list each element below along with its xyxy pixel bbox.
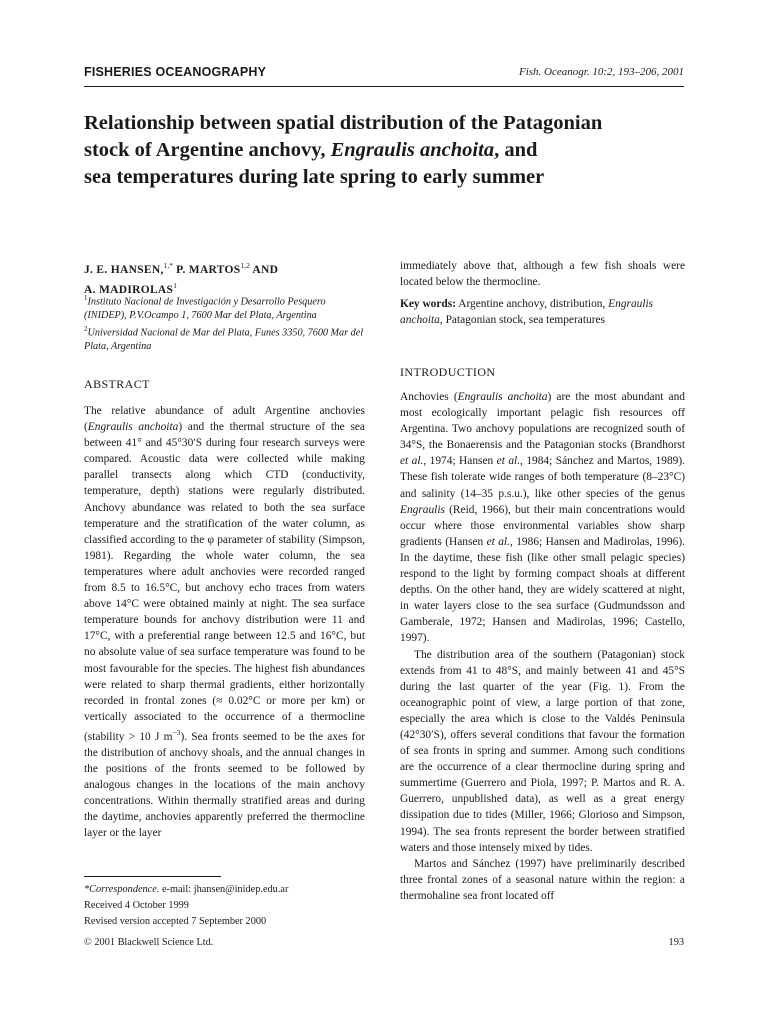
introduction-body: [400, 389, 685, 904]
intro-text: Anchovies (: [400, 391, 458, 403]
introduction-heading: INTRODUCTION: [400, 365, 496, 379]
intro-text: , 1974; Hansen: [423, 455, 497, 468]
title-text: , and: [494, 139, 538, 161]
page-number: 193: [668, 937, 684, 948]
title-line-1: Relationship between spatial distribution of the Patagonian: [84, 112, 603, 134]
abstract-text: The relative abundance of adult Argentine anchovies (: [84, 405, 365, 434]
keywords-text: Argentine anchovy, distribution,: [456, 298, 609, 310]
author-name: A. MADIROLAS: [84, 283, 174, 296]
intro-genus: Engraulis: [400, 503, 445, 516]
intro-text: , 1986; Hansen and Madirolas, 1996). In the daytime, these fish (like other small pelagic species) respond to the light by forming compact shoals at different depths. On the other hand, they are widely scattered at night, in water layers close to the sea surface (Gudmundsson and Gamberale, 1972; Hansen and Madirolas, 1996; Castello, 1997).: [400, 535, 685, 645]
title-line-2: [84, 137, 684, 164]
title-line-3: sea temperatures during late spring to early summer: [84, 166, 545, 188]
intro-paragraph-3: Martos and Sánchez (1997) have preliminarily described three frontal zones of a seasonal nature within the region: a thermohaline sea front located off: [400, 857, 685, 902]
intro-text: , 1984; Sánchez and Martos, 1989). These fish tolerate wide ranges of both temperature (8–23°C) and salinity (14–35 p.s.u.), like other species of the genus: [400, 455, 685, 500]
correspondence-label: *Correspondence.: [84, 884, 160, 895]
intro-etal: et al.: [486, 535, 510, 548]
keywords: [400, 296, 685, 328]
intro-text: (Reid, 1966), but their main concentrations would occur where those environmental variables show sharp gradients (Hansen: [400, 503, 685, 548]
article-title: [84, 110, 684, 191]
abstract-species: Engraulis anchoita: [87, 421, 179, 434]
journal-citation: Fish. Oceanogr. 10:2, 193–206, 2001: [519, 66, 684, 78]
affiliation-marker: 1: [84, 294, 88, 302]
title-species: Engraulis anchoita: [330, 139, 495, 161]
abstract-text: ) and the thermal structure of the sea between 41° and 45°30′S during four research surveys were compared. Acoustic data were collected while making parallel transects along which CTD (conductivity, temperature, depth) stations were regularly distributed. Anchovy abundance was related to both the sea surface temperature and the stratification of the water column, as classified according to the φ parameter of stability (Simpson, 1981). Regarding the whole water column, the sea temperatures where adult anchovies were recorded ranged from 8.5 to 16.5°C, but anchovy echo traces from waters above 14°C were obtained mainly at night. The sea surface temperature bounds for anchovy distribution were 11 and 17°C, with a preferential range between 12.5 and 16°C, but no absolute value of sea surface temperature was found to be most favourable for the species. The highest fish abundances were related to sharp thermal gradients, either horizontally recorded in frontal zones (≈ 0.02°C or more per km) or vertically associated to the occurrence of a thermocline (stability > 10 J m: [84, 421, 365, 743]
keywords-text: , Patagonian stock, sea temperatures: [439, 314, 605, 327]
abstract-body: [84, 403, 365, 841]
intro-paragraph-1: [400, 389, 685, 647]
abstract-continuation: immediately above that, although a few fish shoals were located below the thermocline.: [400, 260, 685, 289]
intro-text: ) are the most abundant and most ecologically important pelagic fish resources off Argentina. Two anchovy populations are recognized south of 34°S, the Bonaerensis and the Patagonian stocks (Brandhorst: [400, 391, 685, 452]
title-text: stock of Argentine anchovy,: [84, 139, 331, 161]
author-name: J. E. HANSEN,: [84, 263, 164, 276]
footnotes: [84, 882, 365, 930]
intro-etal: et al.: [400, 455, 424, 468]
affiliation-1: Instituto Nacional de Investigación y Desarrollo Pesquero (INIDEP), P.V.Ocampo 1, 7600 Mar del Plata, Argentina: [84, 296, 326, 322]
intro-paragraph-2: The distribution area of the southern (Patagonian) stock extends from 41 to 48°S, and mainly between 41 and 45°S during the last quarter of the year (Fig. 1). From the oceanographic point of view, a large portion of that zone, especially the area which is close to the Valdés Peninsula (42°30′S), offers several conditions that favour the formation of sea fronts in spring and summer. Among such conditions are the occurrence of a clear thermocline during spring and summertime (Guerrero and Piola, 1997; P. Martos and R. A. Guerrero, unpublished data), as well as a great energy dissipation due to tides (Miller, 1966; Glorioso and Simpson, 1994). The sea fronts represent the border between stratified waters and those intensely mixed by tides.: [400, 648, 685, 854]
abstract-heading: ABSTRACT: [84, 377, 150, 391]
affiliation-marker: 2: [84, 324, 88, 333]
author-superscript: 1,2: [240, 261, 250, 270]
abstract-superscript: −3: [172, 727, 181, 737]
affiliation-2: Universidad Nacional de Mar del Plata, Funes 3350, 7600 Mar del Plata, Argentina: [84, 327, 364, 353]
journal-name: FISHERIES OCEANOGRAPHY: [84, 65, 267, 79]
author-name: P. MARTOS: [173, 263, 241, 276]
correspondence-line: [84, 882, 365, 898]
keywords-label: Key words:: [400, 298, 456, 310]
received-date: Received 4 October 1999: [84, 900, 189, 911]
footnote-rule: [84, 876, 221, 877]
keywords-species: Engraulis anchoita: [400, 298, 654, 327]
author-superscript: 1,*: [163, 261, 173, 270]
abstract-paragraph: [84, 403, 365, 841]
author-conjunction: AND: [249, 263, 279, 276]
header-rule: [84, 86, 684, 87]
affiliations: [84, 292, 365, 354]
author-superscript: 1: [173, 280, 177, 290]
correspondence-email: e-mail: jhansen@inidep.edu.ar: [159, 884, 289, 895]
copyright-notice: © 2001 Blackwell Science Ltd.: [84, 937, 214, 948]
revised-date: Revised version accepted 7 September 2000: [84, 916, 267, 927]
intro-species: Engraulis anchoita: [457, 391, 548, 403]
intro-etal: et al.: [496, 455, 521, 468]
abstract-text: ). Sea fronts seemed to be the axes for the distribution of anchovy shoals, and the annual changes in the positions of the fronts seemed to be followed by analogous changes in the locations of the main anchovy concentrations. Within thermally stratified areas and during the daytime, anchovies apparently preferred the thermocline layer or the layer: [84, 730, 365, 840]
